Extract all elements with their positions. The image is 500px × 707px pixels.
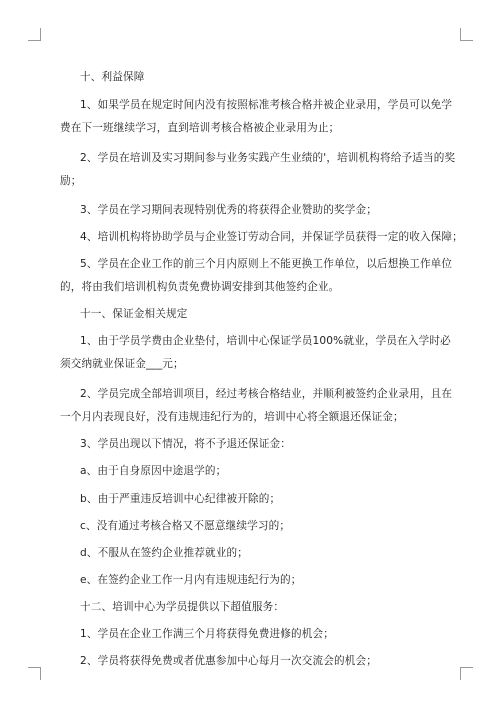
list-item: d、不服从在签约企业推荐就业的；	[80, 547, 249, 559]
section-heading-11: 十一、保证金相关规定	[80, 308, 188, 320]
paragraph-line: 须交纳就业保证金___元；	[60, 358, 184, 370]
paragraph-line: 一个月内表现良好，没有违规违纪行为的，培训中心将全额退还保证金；	[60, 411, 404, 423]
list-item: a、由于自身原因中途退学的；	[80, 465, 227, 477]
list-item: b、由于严重违反培训中心纪律被开除的；	[80, 493, 281, 505]
crop-mark-top-left	[28, 28, 41, 41]
section-heading-10: 十、利益保障	[80, 71, 145, 83]
paragraph-line: 5、学员在企业工作的前三个月内原则上不能更换工作单位，以后想换工作单位	[80, 258, 453, 270]
paragraph-line: 1、学员在企业工作满三个月将获得免费进修的机会；	[80, 628, 334, 640]
paragraph-line: 1、如果学员在规定时间内没有按照标准考核合格并被企业录用，学员可以免学	[80, 99, 453, 111]
section-heading-12: 十二、培训中心为学员提供以下超值服务：	[80, 601, 285, 613]
paragraph-line: 2、学员完成全部培训项目，经过考核合格结业，并顺利被签约企业录用，且在	[80, 388, 453, 400]
paragraph-line: 的，将由我们培训机构负责免费协调安排到其他签约企业。	[60, 281, 340, 293]
list-item: c、没有通过考核合格又不愿意继续学习的；	[80, 520, 291, 532]
crop-mark-bottom-left	[28, 667, 41, 680]
list-item: e、在签约企业工作一月内有违规违纪行为的；	[80, 574, 302, 586]
paragraph-line: 4、培训机构将协助学员与企业签订劳动合同，并保证学员获得一定的收入保障；	[80, 231, 463, 243]
paragraph-line: 2、学员将获得免费或者优惠参加中心每月一次交流会的机会；	[80, 655, 377, 667]
crop-mark-bottom-right	[460, 667, 473, 680]
crop-mark-top-right	[460, 28, 473, 41]
paragraph-line: 励；	[60, 175, 82, 187]
paragraph-line: 3、学员在学习期间表现特别优秀的将获得企业赞助的奖学金；	[80, 204, 377, 216]
paragraph-line: 3、学员出现以下情况，将不予退还保证金：	[80, 438, 292, 450]
paragraph-line: 2、学员在培训及实习期间参与业务实践产生业绩的'，培训机构将给予适当的奖	[80, 152, 456, 164]
paragraph-line: 1、由于学员学费由企业垫付，培训中心保证学员100%就业，学员在入学时必	[80, 335, 451, 347]
paragraph-line: 费在下一班继续学习，直到培训考核合格被企业录用为止；	[60, 122, 340, 134]
